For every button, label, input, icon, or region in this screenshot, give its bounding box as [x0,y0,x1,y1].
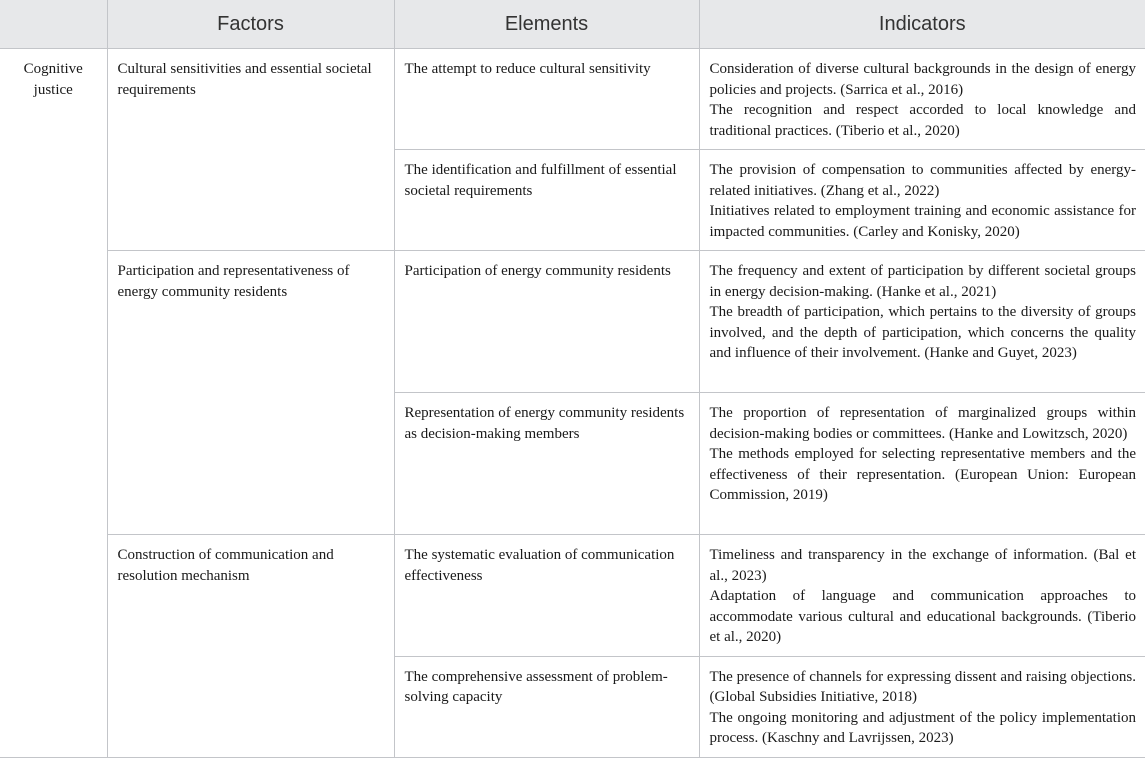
indicator-text: The breadth of participation, which pertains to the diversity of groups involved, and the depth of participation, which concerns the quality and influence of their involvement. (Hanke and Guyet, 2023) [709,304,1136,361]
element-cell: Representation of energy community residents as decision-making members [394,393,699,535]
indicator-text: The proportion of representation of marginalized groups within decision-making bodies or committees. (Hanke and Lowitzsch, 2020) [709,405,1136,442]
indicator-cell [699,49,1145,150]
header-group [0,0,107,49]
indicator-text: The presence of channels for expressing dissent and raising objections. (Global Subsidies Initiative, 2018) [709,668,1136,705]
factor-cell: Construction of communication and resolution mechanism [107,535,394,758]
header-elements: Elements [394,0,699,49]
indicator-text: Consideration of diverse cultural backgrounds in the design of energy policies and projects. (Sarrica et al., 2016) [709,61,1136,98]
group-cell: Cognitive justice [0,49,107,758]
element-cell: The systematic evaluation of communication effectiveness [394,535,699,657]
indicator-text: The frequency and extent of participation by different societal groups in energy decision-making. (Hanke et al., 2021) [709,263,1136,300]
indicator-cell [699,656,1145,757]
element-cell: The identification and fulfillment of essential societal requirements [394,150,699,251]
table-row [0,251,1145,393]
indicator-text: The provision of compensation to communities affected by energy-related initiatives. (Zhang et al., 2022) [709,162,1136,199]
element-cell: Participation of energy community residents [394,251,699,393]
table-row [0,49,1145,150]
indicator-text: Adaptation of language and communication approaches to accommodate various cultural and educational backgrounds. (Tiberio et al., 2020) [709,588,1136,645]
indicator-text: Initiatives related to employment training and economic assistance for impacted communities. (Carley and Konisky, 2020) [709,203,1136,240]
table-row [0,535,1145,657]
header-row [0,0,1145,49]
header-factors: Factors [107,0,394,49]
indicator-cell [699,393,1145,535]
factor-cell: Participation and representativeness of energy community residents [107,251,394,535]
factor-cell: Cultural sensitivities and essential societal requirements [107,49,394,251]
indicator-cell [699,535,1145,657]
element-cell: The attempt to reduce cultural sensitivity [394,49,699,150]
indicator-text: Timeliness and transparency in the exchange of information. (Bal et al., 2023) [709,547,1136,584]
indicator-text: The recognition and respect accorded to local knowledge and traditional practices. (Tiberio et al., 2020) [709,102,1136,139]
element-cell: The comprehensive assessment of problem-solving capacity [394,656,699,757]
indicator-cell [699,150,1145,251]
indicator-cell [699,251,1145,393]
indicator-text: The ongoing monitoring and adjustment of the policy implementation process. (Kaschny and Lavrijssen, 2023) [709,709,1136,746]
indicator-text: The methods employed for selecting representative members and the effectiveness of their representation. (European Union: European Commission, 2019) [709,446,1136,503]
table-body [0,49,1145,758]
header-indicators: Indicators [699,0,1145,49]
table-header [0,0,1145,49]
